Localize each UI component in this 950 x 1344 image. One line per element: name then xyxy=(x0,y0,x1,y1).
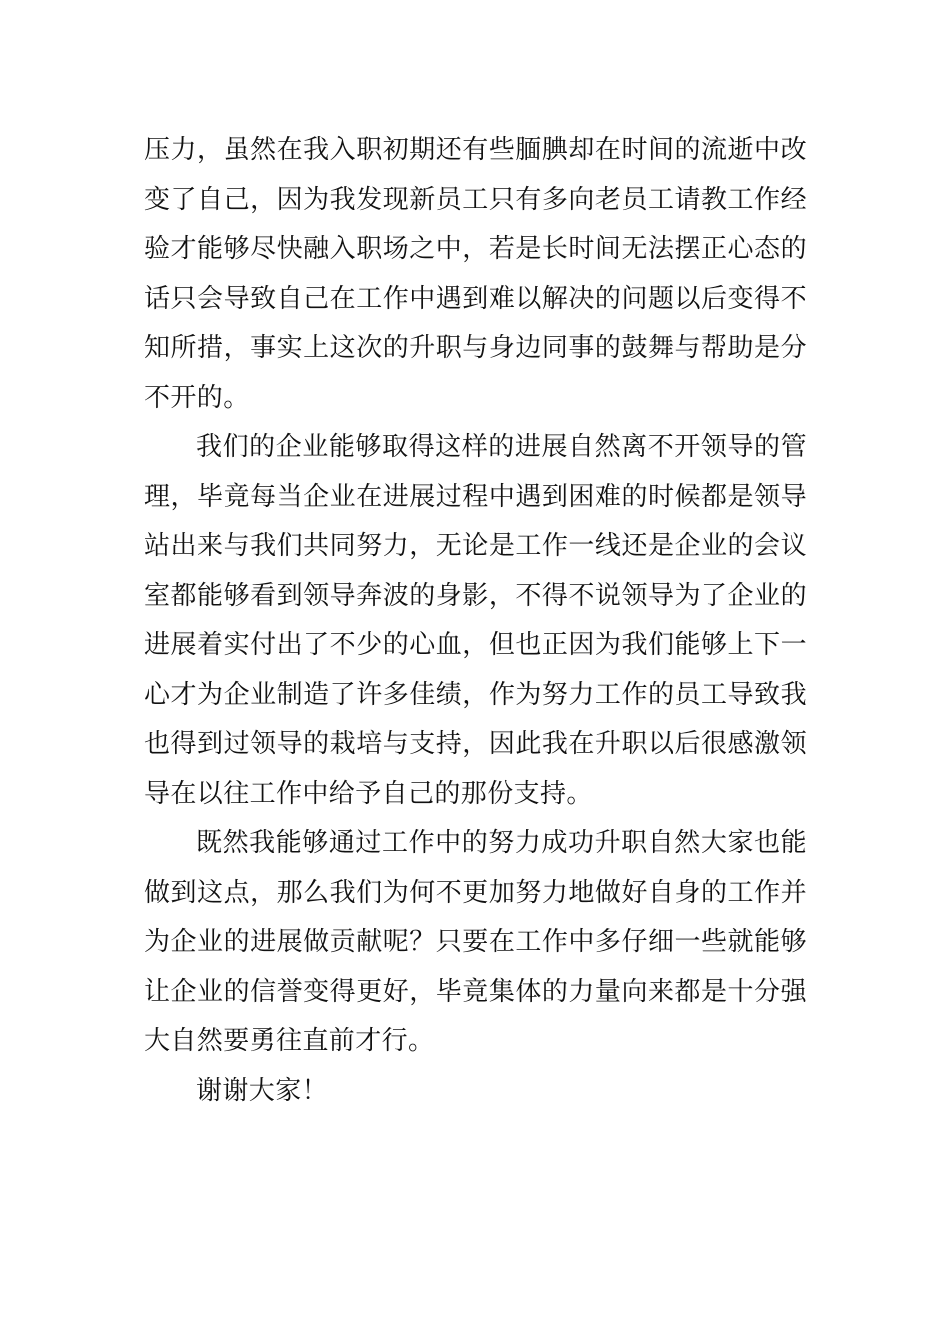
document-body xyxy=(144,126,807,1116)
closing-thanks: 谢谢大家！ xyxy=(196,1075,329,1106)
paragraph-leadership: 我们的企业能够取得这样的进展自然离不开领导的管理，毕竟每当企业在进展过程中遇到困难的时候都是领导站出来与我们共同努力，无论是工作一线还是企业的会议室都能够看到领导奔波的身影，不得不说领导为了企业的进展着实付出了不少的心血，但也正因为我们能够上下一心才为企业制造了许多佳绩，作为努力工作的员工导致我也得到过领导的栽培与支持，因此我在升职以后很感激领导在以往工作中给予自己的那份支持。 xyxy=(144,432,807,809)
paragraph-continued: 压力，虽然在我入职初期还有些腼腆却在时间的流逝中改变了自己，因为我发现新员工只有多向老员工请教工作经验才能够尽快融入职场之中，若是长时间无法摆正心态的话只会导致自己在工作中遇到难以解决的问题以后变得不知所措，事实上这次的升职与身边同事的鼓舞与帮助是分不开的。 xyxy=(144,135,807,413)
paragraph-encouragement: 既然我能够通过工作中的努力成功升职自然大家也能做到这点，那么我们为何不更加努力地做好自身的工作并为企业的进展做贡献呢？只要在工作中多仔细一些就能够让企业的信誉变得更好，毕竟集体的力量向来都是十分强大自然要勇往直前才行。 xyxy=(144,828,807,1056)
